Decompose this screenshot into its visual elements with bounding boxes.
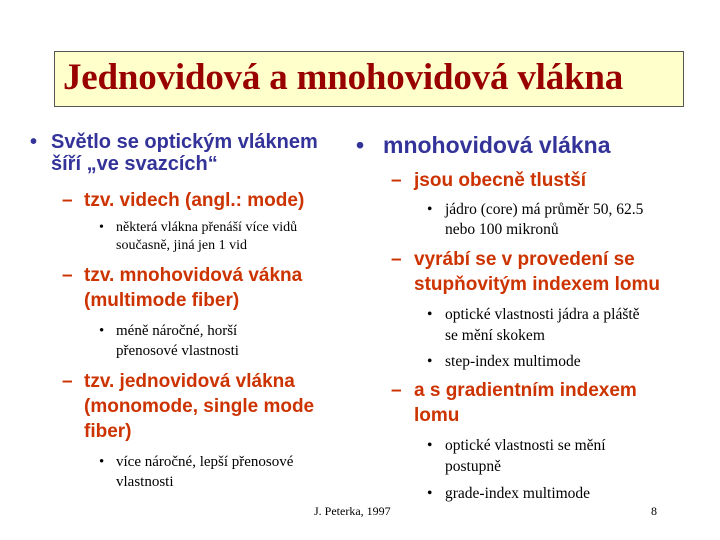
slide-title: Jednovidová a mnohovidová vlákna (63, 57, 624, 98)
right-sub2-line1: vyrábí se v provedení se (414, 249, 635, 270)
left-sub3-item-line1: více náročné, lepší přenosové (116, 454, 294, 470)
bullet-marker: • (99, 323, 105, 339)
right-sub3-item1-line1: optické vlastnosti se mění (445, 437, 606, 454)
right-sub2-item2: step-index multimode (445, 353, 581, 370)
right-sub2-line2: stupňovitým indexem lomu (414, 274, 660, 295)
left-sub1-item-line2: současně, jiná jen 1 vid (116, 238, 248, 253)
page-number: 8 (651, 504, 657, 518)
dash-marker: – (391, 249, 402, 270)
left-sub3-line2: (monomode, single mode (84, 396, 315, 417)
left-sub2-item-line2: přenosové vlastnosti (116, 343, 239, 359)
right-bullet: mnohovidová vlákna (383, 132, 611, 158)
bullet-marker: • (427, 437, 433, 454)
bullet-marker: • (99, 220, 104, 235)
left-sub1-item-line1: některá vlákna přenáší více vidů (116, 220, 298, 235)
left-sub2-line2: (multimode fiber) (84, 290, 240, 311)
right-sub2-item1-line2: se mění skokem (445, 327, 545, 344)
bullet-marker: • (427, 306, 433, 323)
bullet-marker: • (356, 132, 365, 158)
left-sub3-line1: tzv. jednovidová vlákna (84, 371, 295, 392)
dash-marker: – (62, 371, 73, 392)
bullet-marker: • (427, 353, 433, 370)
bullet-marker: • (30, 131, 38, 153)
left-bullet-line2: šíří „ve svazcích“ (51, 153, 218, 175)
left-sub3-item-line2: vlastnosti (116, 474, 174, 490)
right-sub1-item-line2: nebo 100 mikronů (445, 221, 559, 238)
left-sub1: tzv. videch (angl.: mode) (84, 190, 305, 211)
bullet-marker: • (427, 485, 433, 502)
footer-author: J. Peterka, 1997 (314, 504, 391, 518)
dash-marker: – (391, 170, 402, 191)
right-sub1-item-line1: jádro (core) má průměr 50, 62.5 (445, 201, 644, 218)
right-sub3-item2: grade-index multimode (445, 485, 591, 502)
left-sub2-item-line1: méně náročné, horší (116, 323, 238, 339)
dash-marker: – (62, 265, 73, 286)
dash-marker: – (391, 380, 402, 401)
left-sub2-line1: tzv. mnohovidová vákna (84, 265, 303, 286)
right-sub1: jsou obecně tlustší (414, 170, 587, 191)
dash-marker: – (62, 190, 73, 211)
bullet-marker: • (427, 201, 433, 218)
right-sub2-item1-line1: optické vlastnosti jádra a pláště (445, 306, 640, 323)
left-bullet-line1: Světlo se optickým vláknem (51, 131, 318, 153)
right-sub3-line2: lomu (414, 405, 460, 426)
bullet-marker: • (99, 454, 105, 470)
left-sub3-line3: fiber) (84, 421, 132, 442)
right-sub3-line1: a s gradientním indexem (414, 380, 637, 401)
right-sub3-item1-line2: postupně (445, 458, 501, 475)
